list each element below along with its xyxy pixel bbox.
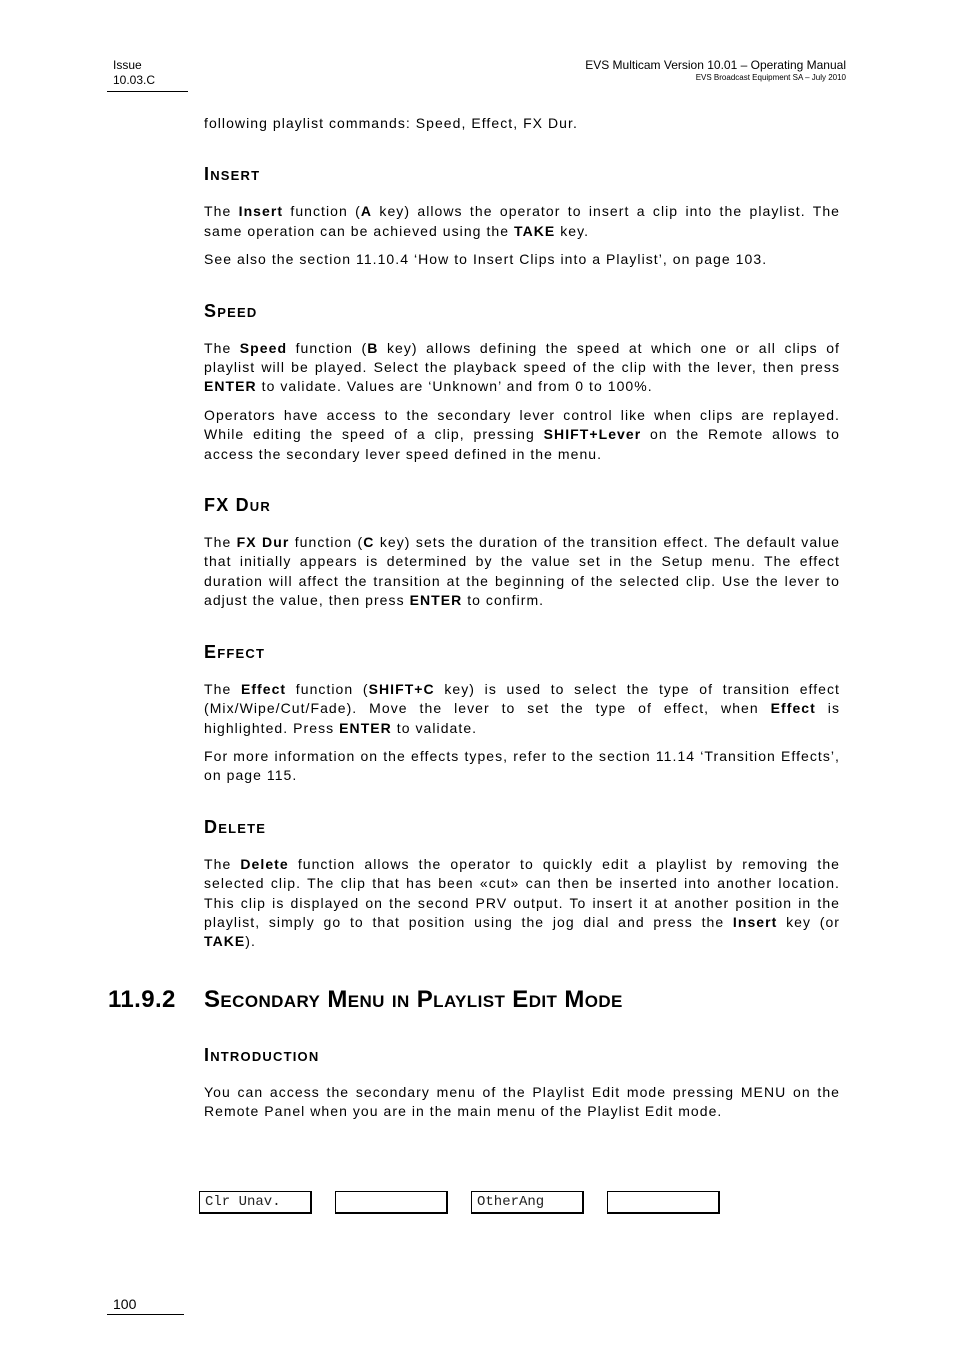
menu-box-f4 — [607, 1191, 720, 1214]
effect-paragraph-1: The Effect function (SHIFT+C key) is used to select the type of transition effect (Mix/Wipe/Cut/Fade). Move the lever to set the type of effect, when Effect is highlighted. Press ENTER to validate. — [204, 680, 840, 736]
manual-title: EVS Multicam Version 10.01 – Operating Manual — [585, 58, 846, 72]
heading-insert: Insert — [204, 164, 261, 185]
menu-box-f1: Clr Unav. — [199, 1191, 312, 1214]
header-rule — [107, 91, 188, 92]
heading-introduction: Introduction — [204, 1044, 320, 1065]
speed-paragraph-1: The Speed function (B key) allows defining the speed at which one or all clips of playlist will be played. Select the playback speed of the clip with the lever, then press ENTER to validate. Values are ‘Unknown’ and from 0 to 100%. — [204, 339, 840, 395]
menu-box-f2 — [335, 1191, 448, 1214]
page-content — [108, 114, 841, 1131]
section-heading — [108, 986, 840, 1014]
introduction-paragraph-1: You can access the secondary menu of the Playlist Edit mode pressing MENU on the Remote Panel when you are in the main menu of the Playlist Edit mode. — [204, 1083, 840, 1120]
speed-paragraph-2: Operators have access to the secondary lever control like when clips are replayed. While editing the speed of a clip, pressing SHIFT+Lever on the Remote allows to access the secondary lever speed defined in the menu. — [204, 406, 840, 462]
heading-delete: Delete — [204, 816, 267, 837]
menu-box-f3: OtherAng — [471, 1191, 584, 1214]
section-title: Secondary Menu in Playlist Edit Mode — [204, 985, 623, 1013]
heading-fx-dur: FX Dur — [204, 495, 271, 516]
heading-effect: Effect — [204, 641, 266, 662]
delete-paragraph-1: The Delete function allows the operator to quickly edit a playlist by removing the selected clip. The clip that has been «cut» can then be inserted into another location. This clip is displayed on the second PRV output. To insert it at another position in the playlist, simply go to that position using the jog dial and press the Insert key (or TAKE). — [204, 855, 841, 950]
footer-rule — [107, 1314, 184, 1315]
issue-number: 10.03.C — [113, 73, 156, 87]
issue-label: Issue — [113, 58, 142, 72]
insert-paragraph-1: The Insert function (A key) allows the operator to insert a clip into the playlist. The same operation can be achieved using the TAKE key. — [204, 203, 840, 239]
company-date: EVS Broadcast Equipment SA – July 2010 — [695, 73, 846, 82]
intro-line: following playlist commands: Speed, Effect, FX Dur. — [204, 115, 578, 131]
effect-paragraph-2: For more information on the effects types, refer to the section 11.14 ‘Transition Effects’, on page 115. — [204, 747, 840, 784]
insert-paragraph-2: See also the section 11.10.4 ‘How to Insert Clips into a Playlist’, on page 103. — [204, 251, 768, 268]
fx-dur-paragraph-1: The FX Dur function (C key) sets the duration of the transition effect. The default value that initially appears is determined by the value set in the Setup menu. The effect duration will affect the transition at the beginning of the selected clip. Use the lever to adjust the value, then press ENTER to confirm. — [204, 534, 840, 609]
header-title — [585, 58, 846, 83]
heading-speed: Speed — [204, 300, 258, 321]
page-number: 100 — [113, 1296, 137, 1312]
section-number: 11.9.2 — [108, 985, 176, 1013]
header-issue — [113, 58, 155, 88]
